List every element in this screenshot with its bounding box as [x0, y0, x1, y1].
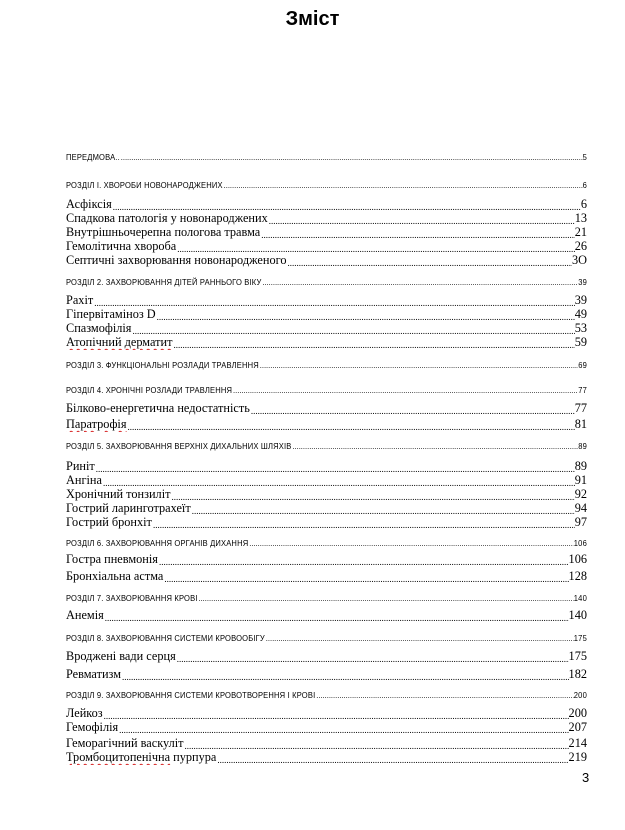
toc-label: Риніт [66, 459, 95, 473]
spellcheck-underline: Тромбоцитопенічна [66, 750, 171, 764]
toc-page-number: 207 [568, 720, 587, 734]
dot-leader [232, 385, 578, 395]
dot-leader [156, 307, 575, 322]
toc-item-row[interactable] [66, 667, 587, 682]
dot-leader [127, 417, 575, 432]
toc-label: РОЗДІЛ 3. ФУНКЦІОНАЛЬНІ РОЗЛАДИ ТРАВЛЕННЯ [66, 360, 259, 370]
toc-page-number: 175 [568, 649, 587, 663]
dot-leader [198, 593, 574, 603]
toc-page-number: 6 [580, 197, 587, 211]
toc-item-row[interactable] [66, 473, 587, 488]
dot-leader [261, 277, 578, 287]
dot-leader [223, 180, 583, 190]
dot-leader [158, 552, 569, 567]
toc-page-number: 6 [582, 180, 587, 190]
toc-page-number: 69 [578, 360, 587, 370]
toc-label: РОЗДІЛ 5. ЗАХВОРЮВАННЯ ВЕРХНІХ ДИХАЛЬНИХ ШЛЯХІВ [66, 441, 292, 451]
toc-label: РОЗДІЛ 9. ЗАХВОРЮВАННЯ СИСТЕМИ КРОВОТВОРЕННЯ І КРОВІ [66, 690, 316, 700]
toc-page-number: 106 [573, 538, 587, 548]
toc-item-row[interactable] [66, 335, 587, 350]
toc-section-row[interactable] [66, 690, 587, 700]
dot-leader [118, 720, 568, 735]
dot-leader [287, 253, 572, 268]
toc-section-row[interactable] [66, 441, 587, 451]
dot-leader [170, 487, 574, 502]
toc-section-row[interactable] [66, 593, 587, 603]
dot-leader [93, 293, 574, 308]
toc-label: РОЗДІЛ 6. ЗАХВОРЮВАННЯ ОРГАНІВ ДИХАННЯ [66, 538, 249, 548]
toc-item-row[interactable] [66, 211, 587, 226]
toc-section-row[interactable] [66, 152, 587, 162]
toc-page-number: 39 [578, 277, 587, 287]
dot-leader [216, 750, 568, 765]
toc-label: Хронічний тонзиліт [66, 487, 171, 501]
dot-leader [292, 441, 579, 451]
toc-item-row[interactable] [66, 253, 587, 268]
toc-item-row[interactable] [66, 239, 587, 254]
toc-page-number: 13 [574, 211, 587, 225]
toc-label: Внутрішньочерепна пологова травма [66, 225, 261, 239]
toc-item-row[interactable] [66, 321, 587, 336]
toc-page-number: 3О [571, 253, 587, 267]
dot-leader [152, 515, 575, 530]
toc-page-number: 219 [568, 750, 587, 764]
page-title: Зміст [285, 8, 340, 30]
toc-label: Спазмофілія [66, 321, 132, 335]
toc-item-row[interactable] [66, 608, 587, 623]
toc-page-number: 214 [568, 736, 587, 750]
toc-item-row[interactable] [66, 487, 587, 502]
toc-page-number: 77 [578, 385, 587, 395]
toc-page-number: 21 [574, 225, 587, 239]
toc-label: Білково-енергетична недостатність [66, 401, 250, 415]
dot-leader [121, 667, 569, 682]
toc-page-number: 140 [573, 593, 587, 603]
toc-label: Асфіксія [66, 197, 112, 211]
dot-leader [259, 360, 578, 370]
toc-page-number: 81 [574, 417, 587, 431]
toc-label: ПЕРЕДМОВА.. [66, 152, 120, 162]
dot-leader [176, 649, 569, 664]
toc-page-number: 175 [573, 633, 587, 643]
toc-label: РОЗДІЛ І. ХВОРОБИ НОВОНАРОДЖЕНИХ [66, 180, 223, 190]
toc-item-row[interactable] [66, 552, 587, 567]
toc-label: Септичні захворювання новонародженого [66, 253, 287, 267]
toc-label: Тромбоцитопенічна пурпура [66, 750, 217, 764]
toc-label: РОЗДІЛ 8. ЗАХВОРЮВАННЯ СИСТЕМИ КРОВООБІГУ [66, 633, 265, 643]
toc-label: Паратрофія [66, 417, 127, 431]
toc-page-number: 97 [574, 515, 587, 529]
toc-item-row[interactable] [66, 649, 587, 664]
toc-item-row[interactable] [66, 307, 587, 322]
toc-item-row[interactable] [66, 197, 587, 212]
toc-label: Гостра пневмонія [66, 552, 158, 566]
toc-page-number: 26 [574, 239, 587, 253]
dot-leader [131, 321, 574, 336]
dot-leader [103, 706, 569, 721]
dot-leader [163, 569, 568, 584]
toc-label: РОЗДІЛ 2. ЗАХВОРЮВАННЯ ДІТЕЙ РАННЬОГО ВІКУ [66, 277, 262, 287]
toc-page-number: 53 [574, 321, 587, 335]
toc-label: РОЗДІЛ 7. ЗАХВОРЮВАННЯ КРОВІ [66, 593, 198, 603]
toc-label: Анемія [66, 608, 104, 622]
toc-page-number: 5 [582, 152, 587, 162]
dot-leader [268, 211, 575, 226]
toc-page-number: 200 [568, 706, 587, 720]
dot-leader [248, 538, 573, 548]
toc-label: Бронхіальна астма [66, 569, 164, 583]
toc-item-row[interactable] [66, 736, 587, 751]
toc-item-row[interactable] [66, 720, 587, 735]
toc-section-row[interactable] [66, 180, 587, 190]
dot-leader [260, 225, 574, 240]
toc-label: Гіпервітаміноз D [66, 307, 156, 321]
dot-leader [315, 690, 573, 700]
toc-label: Геморагічний васкуліт [66, 736, 184, 750]
toc-item-row[interactable] [66, 459, 587, 474]
toc-label: Гострий ларинготрахеїт [66, 501, 191, 515]
toc-label: Ревматизм [66, 667, 121, 681]
toc-label: Ангіна [66, 473, 102, 487]
toc-page-number: 89 [574, 459, 587, 473]
dot-leader [265, 633, 574, 643]
dot-leader [104, 608, 569, 623]
toc-section-row[interactable] [66, 360, 587, 370]
toc-page-number: 59 [574, 335, 587, 349]
toc-label: Гемолітична хвороба [66, 239, 177, 253]
toc-section-row[interactable] [66, 277, 587, 287]
dot-leader [120, 152, 583, 162]
toc-item-row[interactable] [66, 417, 587, 432]
toc-item-row[interactable] [66, 706, 587, 721]
toc-label: Гострий бронхіт [66, 515, 152, 529]
toc-label: РОЗДІЛ 4. ХРОНІЧНІ РОЗЛАДИ ТРАВЛЕННЯ [66, 385, 233, 395]
toc-section-row[interactable] [66, 385, 587, 395]
toc-label: Рахіт [66, 293, 94, 307]
toc-label: Вроджені вади серця [66, 649, 176, 663]
dot-leader [102, 473, 575, 488]
toc-label: Лейкоз [66, 706, 103, 720]
dot-leader [191, 501, 575, 516]
toc-item-row[interactable] [66, 750, 587, 765]
toc-item-row[interactable] [66, 401, 587, 416]
toc-section-row[interactable] [66, 538, 587, 548]
toc-page-number: 182 [568, 667, 587, 681]
toc-page-number: 91 [574, 473, 587, 487]
toc-page-number: 92 [574, 487, 587, 501]
toc-item-row[interactable] [66, 293, 587, 308]
toc-page-number: 49 [574, 307, 587, 321]
toc-page-number: 94 [574, 501, 587, 515]
toc-item-row[interactable] [66, 225, 587, 240]
dot-leader [172, 335, 574, 350]
toc-page-number: 200 [573, 690, 587, 700]
dot-leader [112, 197, 581, 212]
dot-leader [184, 736, 569, 751]
dot-leader [176, 239, 574, 254]
toc-item-row[interactable] [66, 569, 587, 584]
toc-item-row[interactable] [66, 515, 587, 530]
dot-leader [95, 459, 575, 474]
toc-page-number: 128 [568, 569, 587, 583]
toc-page-number: 140 [568, 608, 587, 622]
toc-page-number: 77 [574, 401, 587, 415]
toc-section-row[interactable] [66, 633, 587, 643]
toc-label: Спадкова патологія у новонароджених [66, 211, 268, 225]
toc-page-number: 106 [568, 552, 587, 566]
toc-page-number: 89 [578, 441, 587, 451]
toc-page-number: 39 [574, 293, 587, 307]
toc-label: Гемофілія [66, 720, 119, 734]
toc-item-row[interactable] [66, 501, 587, 516]
dot-leader [250, 401, 575, 416]
toc-label: Атопічний дерматит [66, 335, 173, 349]
page-number: 3 [582, 770, 590, 785]
